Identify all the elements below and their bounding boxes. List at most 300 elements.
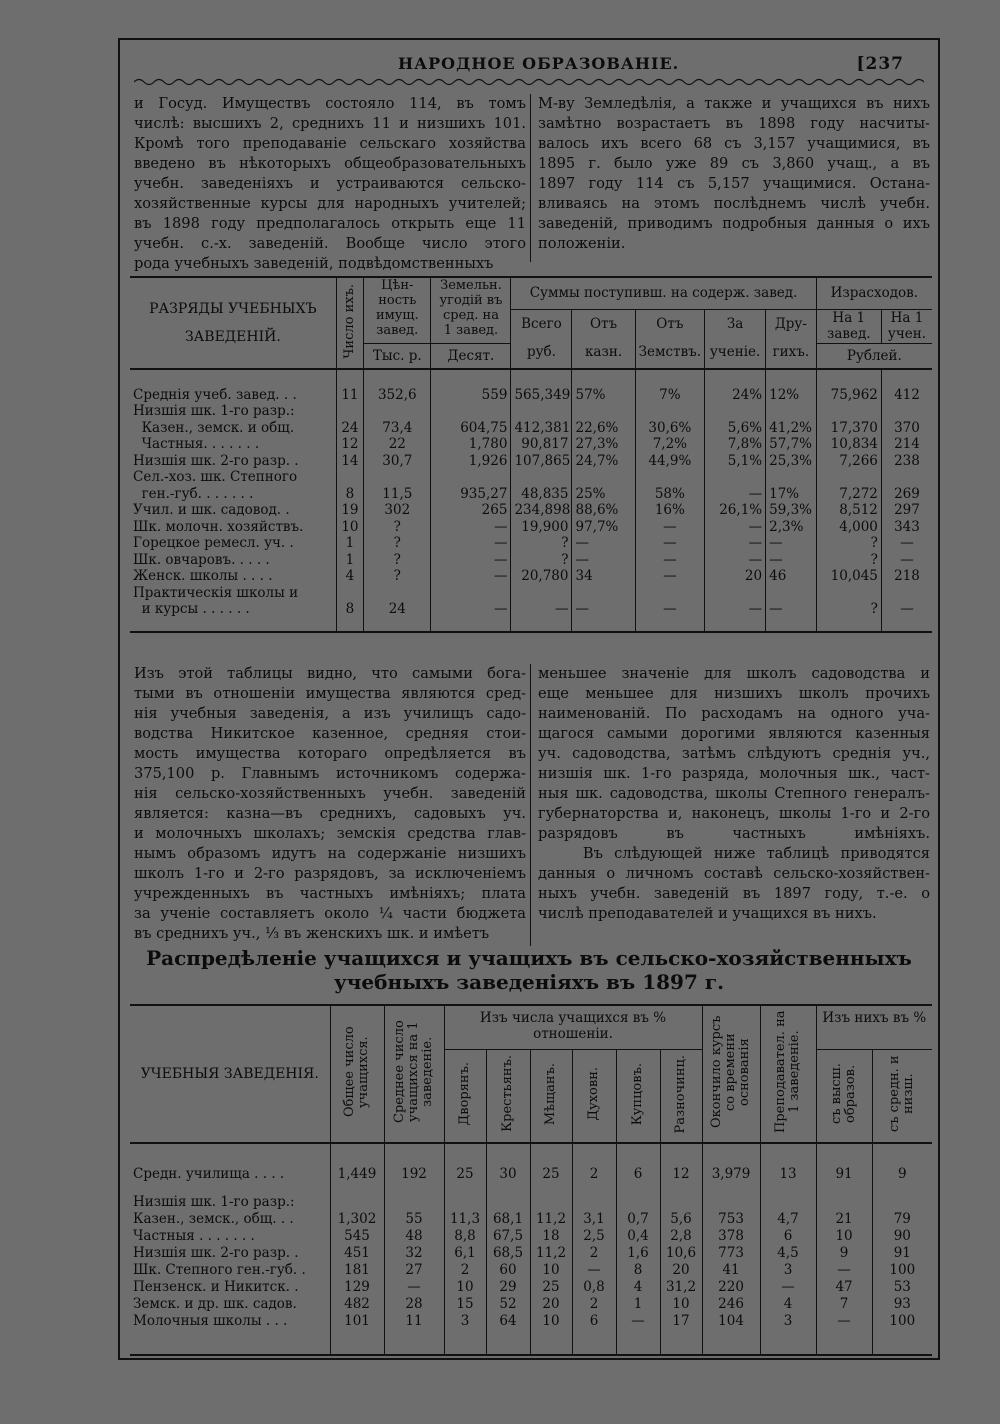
t1-treasury-l1: Отъ: [589, 315, 618, 332]
t1-cell-land: 265: [431, 502, 511, 519]
t2-cell-avg: 192: [384, 1143, 444, 1183]
t1-value-l3: имущ.: [375, 308, 419, 323]
t2-cell-total: 181: [330, 1262, 384, 1279]
t2-cell-avg: 32: [384, 1245, 444, 1262]
t2-cell-name: Пензенск. и Никитск. .: [133, 1279, 299, 1295]
schools-pupils-table: [130, 1004, 932, 1356]
t1-cell-treasury: —: [572, 552, 635, 569]
t1-cell-per-pupil: 269: [881, 486, 932, 503]
intro-right-line: 1897 году 114 съ 5,157 учащимися. Остана-: [538, 175, 930, 192]
t2-cell-nobles: 6,1: [444, 1245, 486, 1262]
t2-cell-teachers: 4,7: [760, 1211, 816, 1228]
t2-cell-higher: 21: [816, 1211, 872, 1228]
middle-left-line: водства Никитское казенное, средняя стои-: [134, 725, 526, 742]
t1-row: [130, 453, 932, 470]
wavy-rule-top: [134, 77, 924, 87]
t2-cell-teachers: 4: [760, 1296, 816, 1313]
middle-right-line: числѣ преподавателей и учащихся въ нихъ.: [538, 905, 877, 922]
t2-cell-peasants: 52: [486, 1296, 530, 1313]
middle-right-line: уч. садоводства, затѣмъ слѣдуютъ среднія уч.,: [538, 745, 930, 762]
intro-left-line: въ 1898 году предполагалось открыть еще 11: [134, 215, 526, 232]
t1-cell-other: [766, 585, 817, 602]
t2-cell-avg: 11: [384, 1313, 444, 1355]
t2-row: [130, 1143, 932, 1183]
t2-cell-higher: [816, 1183, 872, 1211]
t2-cell-avg: —: [384, 1279, 444, 1296]
t2-cell-burghers: 11,2: [530, 1211, 572, 1228]
t1-cell-per-pupil: [881, 403, 932, 420]
t1-cell-land: 1,780: [431, 436, 511, 453]
t1-cell-land: —: [431, 519, 511, 536]
t1-cell-per-school: 10,834: [816, 436, 881, 453]
t2-cell-higher: 7: [816, 1296, 872, 1313]
t2-cell-secondary: 79: [872, 1211, 932, 1228]
t1-row: [130, 436, 932, 453]
t1-cell-value: ?: [364, 519, 431, 536]
t1-cell-other: —: [766, 601, 817, 632]
t1-cell-other: 59,3%: [766, 502, 817, 519]
middle-right-line: щагося самыми дорогими являются казенныя: [538, 725, 930, 742]
t1-cell-per-pupil: 343: [881, 519, 932, 536]
middle-right-line: ныя шк. садоводства, школы Степного генералъ-: [538, 785, 930, 802]
t2-cell-clergy: —: [572, 1262, 616, 1279]
t1-cell-other: 25,3%: [766, 453, 817, 470]
middle-right-line: меньшее значеніе для школъ садоводства и: [538, 665, 930, 682]
t1-cell-tuition: 20: [705, 568, 766, 585]
t1-cell-per-school: 10,045: [816, 568, 881, 585]
t1-cell-name: ген.-губ. . . . . . .: [133, 485, 254, 502]
t1-cell-count: 8: [336, 601, 363, 632]
t2-cell-graduates: 246: [702, 1296, 760, 1313]
book-page: [118, 38, 940, 1360]
t2-cell-nobles: 11,3: [444, 1211, 486, 1228]
t1-cell-count: 4: [336, 568, 363, 585]
t2-header-estates: Изъ числа учащихся въ % отношеніи.: [444, 1005, 702, 1049]
t1-cell-zemstvo: 58%: [635, 486, 704, 503]
t1-cell-treasury: 34: [572, 568, 635, 585]
t2-cell-merchants: 6: [616, 1143, 660, 1183]
t1-header-land: [431, 277, 511, 343]
middle-left-line: въ среднихъ уч., ⅓ въ женскихъ шк. и имѣетъ: [134, 925, 490, 942]
running-head-title: НАРОДНОЕ ОБРАЗОВАНІЕ.: [398, 54, 680, 73]
t2-cell-peasants: 60: [486, 1262, 530, 1279]
t1-cell-total: 90,817: [511, 436, 572, 453]
intro-left-line: числѣ: высшихъ 2, среднихъ 11 и низшихъ 101.: [134, 115, 526, 132]
t1-land-unit: Десят.: [431, 343, 511, 369]
t2-cell-merchants: 1,6: [616, 1245, 660, 1262]
t1-cell-zemstvo: [635, 403, 704, 420]
t2-header-total: Общее число учащихся.: [342, 1026, 371, 1118]
t1-cell-treasury: 88,6%: [572, 502, 635, 519]
t2-cell-burghers: 10: [530, 1262, 572, 1279]
t1-cell-count: 8: [336, 486, 363, 503]
middle-left-line: является: казна—въ среднихъ, садовыхъ уч.: [134, 805, 526, 822]
t1-cell-name: Сел.-хоз. шк. Степного: [133, 469, 298, 485]
t2-cell-merchants: —: [616, 1313, 660, 1355]
t1-cell-per-school: 17,370: [816, 420, 881, 437]
t2-cell-merchants: 0,7: [616, 1211, 660, 1228]
t1-total-l1: Всего: [521, 315, 562, 332]
t2-cell-total: 1,302: [330, 1211, 384, 1228]
t1-cell-per-pupil: 238: [881, 453, 932, 470]
t1-row: [130, 502, 932, 519]
t1-tuition-l2: ученіе.: [709, 343, 761, 360]
middle-left-line: 375,100 р. Главнымъ источникомъ содержа-: [134, 765, 526, 782]
t2-cell-nobles: [444, 1183, 486, 1211]
t1-cell-treasury: [572, 585, 635, 602]
t2-cell-higher: —: [816, 1313, 872, 1355]
t1-land-l2: угодій въ: [439, 293, 503, 308]
t1-cell-count: 19: [336, 502, 363, 519]
t1-per-pupil-l1: На 1: [890, 309, 924, 326]
t1-cell-per-school: 75,962: [816, 369, 881, 403]
middle-right-column: [538, 664, 930, 924]
middle-left-line: и молочныхъ школахъ; земскія средства глав-: [134, 825, 526, 842]
t2-cell-peasants: 68,1: [486, 1211, 530, 1228]
t2-cell-name: Молочныя школы . . .: [130, 1313, 330, 1355]
t2-header-clergy: Духовн.: [586, 1067, 601, 1121]
t1-other-l2: гихъ.: [772, 343, 810, 360]
t2-cell-raznochintsy: [660, 1183, 702, 1211]
t2-cell-peasants: [486, 1183, 530, 1211]
t2-cell-merchants: 8: [616, 1262, 660, 1279]
t2-cell-peasants: 29: [486, 1279, 530, 1296]
t1-cell-count: [336, 403, 363, 420]
t1-cell-count: 10: [336, 519, 363, 536]
t1-header-count: Число ихъ.: [341, 283, 357, 359]
t1-cell-value: 24: [364, 601, 431, 632]
middle-right-line: наименованій. По расходамъ на одного уча-: [538, 705, 930, 722]
middle-right-line: разрядовъ въ частныхъ имѣніяхъ.: [538, 825, 930, 842]
t1-cell-value: ?: [364, 568, 431, 585]
middle-right-line: данныя о личномъ составѣ сельско-хозяйствен-: [538, 865, 930, 882]
t1-tuition-l1: За: [726, 315, 744, 332]
middle-left-line: мость имущества котораго опредѣляется въ: [134, 745, 526, 762]
t2-row: [130, 1313, 932, 1355]
t2-cell-nobles: 25: [444, 1143, 486, 1183]
t1-row: [130, 403, 932, 420]
t1-cell-total: 234,898: [511, 502, 572, 519]
t1-cell-tuition: —: [705, 601, 766, 632]
t2-cell-merchants: 1: [616, 1296, 660, 1313]
t2-cell-higher: 10: [816, 1228, 872, 1245]
t2-cell-total: [330, 1183, 384, 1211]
t1-cell-zemstvo: —: [635, 535, 704, 552]
middle-right-line: Въ слѣдующей ниже таблицѣ приводятся: [538, 845, 930, 862]
t1-cell-land: —: [431, 552, 511, 569]
t1-cell-value: [364, 469, 431, 486]
t1-cell-value: 73,4: [364, 420, 431, 437]
t1-header-sums: Суммы поступивш. на содерж. завед.: [511, 277, 816, 309]
t2-cell-avg: 27: [384, 1262, 444, 1279]
t2-cell-total: 129: [330, 1279, 384, 1296]
intro-left-column: [134, 94, 526, 274]
t1-cell-per-pupil: 412: [881, 369, 932, 403]
t1-cell-land: 935,27: [431, 486, 511, 503]
t2-cell-avg: 48: [384, 1228, 444, 1245]
t2-cell-higher: 91: [816, 1143, 872, 1183]
middle-left-line: школъ 1-го и 2-го разрядовъ, за исключеніемъ: [134, 865, 526, 882]
t1-cell-per-school: ?: [816, 552, 881, 569]
t1-cell-tuition: —: [705, 535, 766, 552]
t2-cell-secondary: 53: [872, 1279, 932, 1296]
t2-cell-total: 545: [330, 1228, 384, 1245]
t2-cell-avg: 55: [384, 1211, 444, 1228]
t1-cell-tuition: 26,1%: [705, 502, 766, 519]
t1-zemstvo-l2: Земствъ.: [638, 343, 702, 360]
t1-cell-tuition: [705, 403, 766, 420]
t2-cell-total: 1,449: [330, 1143, 384, 1183]
t1-cell-total: 48,835: [511, 486, 572, 503]
t2-cell-teachers: 4,5: [760, 1245, 816, 1262]
t1-total-l2: руб.: [526, 343, 556, 360]
t1-cell-treasury: [572, 469, 635, 486]
t2-cell-burghers: 18: [530, 1228, 572, 1245]
t1-header-value: [364, 277, 431, 343]
middle-right-line: ныхъ учебн. заведеній въ 1897 году, т.-е. о: [538, 885, 930, 902]
t1-cell-tuition: 24%: [705, 369, 766, 403]
t2-cell-secondary: 93: [872, 1296, 932, 1313]
intro-left-line: Кромѣ того преподаваніе сельскаго хозяйства: [134, 135, 526, 152]
t1-cell-tuition: —: [705, 552, 766, 569]
t1-value-l4: завед.: [376, 323, 419, 338]
t1-cell-other: —: [766, 535, 817, 552]
t1-cell-land: —: [431, 601, 511, 632]
t1-cell-other: 2,3%: [766, 519, 817, 536]
t1-row: [130, 469, 932, 486]
t2-cell-clergy: 0,8: [572, 1279, 616, 1296]
t2-cell-secondary: [872, 1183, 932, 1211]
t1-value-l1: Цѣн-: [381, 278, 414, 293]
t2-header-peasants: Крестьянъ.: [500, 1055, 515, 1133]
t2-cell-graduates: 104: [702, 1313, 760, 1355]
t1-cell-per-school: 7,266: [816, 453, 881, 470]
middle-left-column: [134, 664, 526, 944]
intro-right-line: вливаясь на этомъ послѣднемъ числѣ учебн.: [538, 195, 930, 212]
t1-cell-per-pupil: [881, 469, 932, 486]
t2-cell-nobles: 3: [444, 1313, 486, 1355]
t1-cell-count: 24: [336, 420, 363, 437]
t1-cell-treasury: 97,7%: [572, 519, 635, 536]
t2-cell-clergy: 2: [572, 1296, 616, 1313]
t1-cell-other: 57,7%: [766, 436, 817, 453]
t1-land-l4: 1 завед.: [443, 323, 499, 338]
t2-cell-clergy: 6: [572, 1313, 616, 1355]
intro-right-line: валось ихъ всего 68 съ 3,157 учащимися, въ: [538, 135, 930, 152]
middle-right-line: еще меньшее для низшихъ школъ прочихъ: [538, 685, 930, 702]
t2-cell-teachers: 3: [760, 1313, 816, 1355]
t1-cell-total: [511, 403, 572, 420]
t1-cell-total: ?: [511, 535, 572, 552]
t2-row: [130, 1279, 932, 1296]
table2-title: [120, 946, 938, 994]
t1-cell-per-pupil: [881, 585, 932, 602]
t2-cell-merchants: [616, 1183, 660, 1211]
t1-cell-per-school: [816, 469, 881, 486]
t1-cell-total: —: [511, 601, 572, 632]
t2-cell-nobles: 2: [444, 1262, 486, 1279]
t2-cell-total: 101: [330, 1313, 384, 1355]
t1-cell-value: 352,6: [364, 369, 431, 403]
t2-cell-name: Низшія шк. 1-го разр.:: [133, 1194, 295, 1210]
t1-cell-count: 1: [336, 535, 363, 552]
t2-header-burghers: Мѣщанъ.: [543, 1062, 558, 1125]
middle-right-line: низшія шк. 1-го разряда, молочныя шк., част-: [538, 765, 930, 782]
t2-header-raznochintsy: Разночинц.: [673, 1054, 689, 1133]
t2-cell-avg: [384, 1183, 444, 1211]
t1-cell-tuition: 5,1%: [705, 453, 766, 470]
t1-header-expenses: Израсходов.: [816, 277, 932, 309]
t1-cell-treasury: 25%: [572, 486, 635, 503]
t2-cell-clergy: 2: [572, 1245, 616, 1262]
t1-cell-zemstvo: —: [635, 601, 704, 632]
table2-title-line1: Распредѣленіе учащихся и учащихъ въ сельско-хозяйственныхъ: [146, 946, 912, 970]
t2-cell-higher: 9: [816, 1245, 872, 1262]
t2-header-merchants: Купцовъ.: [630, 1062, 645, 1125]
t1-cell-per-school: 4,000: [816, 519, 881, 536]
t1-row: [130, 369, 932, 403]
t1-cell-land: —: [431, 535, 511, 552]
t2-header-nobles: Дворянъ.: [457, 1062, 472, 1126]
t2-cell-name: Земск. и др. шк. садов.: [133, 1296, 297, 1312]
t2-cell-graduates: [702, 1183, 760, 1211]
t2-cell-name: Средн. училища . . . .: [133, 1166, 285, 1182]
t1-cell-land: [431, 469, 511, 486]
t2-cell-graduates: 220: [702, 1279, 760, 1296]
t2-cell-graduates: 753: [702, 1211, 760, 1228]
t1-cell-per-school: [816, 403, 881, 420]
t1-cell-per-pupil: —: [881, 552, 932, 569]
t1-cell-value: 302: [364, 502, 431, 519]
t2-header-secondary: съ средн. и низш.: [887, 1055, 917, 1133]
t1-cell-land: [431, 403, 511, 420]
t2-row: [130, 1245, 932, 1262]
t1-value-unit: Тыс. р.: [364, 343, 431, 369]
t1-cell-per-school: 8,512: [816, 502, 881, 519]
middle-left-line: нія сельско-хозяйственныхъ учебн. заведеній: [134, 785, 526, 802]
t1-row: [130, 568, 932, 585]
t1-expenses-unit: Рублей.: [816, 343, 932, 369]
intro-right-line: положеніи.: [538, 235, 626, 252]
t1-cell-tuition: —: [705, 486, 766, 503]
t2-cell-name: Казен., земск., общ. . .: [133, 1211, 294, 1227]
t1-cell-per-pupil: 297: [881, 502, 932, 519]
t1-cell-per-pupil: 218: [881, 568, 932, 585]
t1-cell-count: 11: [336, 369, 363, 403]
t2-cell-total: 451: [330, 1245, 384, 1262]
t2-cell-peasants: 68,5: [486, 1245, 530, 1262]
t2-cell-clergy: 2: [572, 1143, 616, 1183]
t2-cell-total: 482: [330, 1296, 384, 1313]
t1-per-pupil-l2: учен.: [887, 325, 927, 342]
t1-cell-tuition: —: [705, 519, 766, 536]
middle-left-line: тыми въ отношеніи имущества являются сред-: [134, 685, 526, 702]
t1-cell-zemstvo: [635, 585, 704, 602]
t1-cell-value: 22: [364, 436, 431, 453]
t1-cell-tuition: [705, 469, 766, 486]
t2-header-education: Изъ нихъ въ %: [816, 1005, 932, 1049]
t2-cell-peasants: 64: [486, 1313, 530, 1355]
intro-left-line: учебн. с.-х. заведеній. Вообще число этого: [134, 235, 526, 252]
t1-cell-name: Низшія шк. 1-го разр.:: [133, 403, 295, 419]
t2-cell-merchants: 4: [616, 1279, 660, 1296]
t1-cell-per-school: ?: [816, 535, 881, 552]
t1-cell-name: Казен., земск. и общ.: [133, 419, 295, 436]
t2-cell-higher: 47: [816, 1279, 872, 1296]
t2-cell-secondary: 100: [872, 1313, 932, 1355]
t2-cell-burghers: 11,2: [530, 1245, 572, 1262]
t1-cell-total: 107,865: [511, 453, 572, 470]
t1-cell-per-pupil: 214: [881, 436, 932, 453]
t1-cell-treasury: —: [572, 535, 635, 552]
t2-row: [130, 1262, 932, 1279]
t1-cell-zemstvo: 7%: [635, 369, 704, 403]
t1-cell-treasury: 27,3%: [572, 436, 635, 453]
t1-cell-other: [766, 469, 817, 486]
t1-cell-total: 20,780: [511, 568, 572, 585]
t1-cell-value: [364, 585, 431, 602]
t1-treasury-l2: казн.: [584, 343, 623, 360]
intro-right-line: М-ву Земледѣлія, а также и учащихся въ нихъ: [538, 95, 930, 112]
t1-cell-other: 41,2%: [766, 420, 817, 437]
t1-row: [130, 519, 932, 536]
t2-cell-name: Низшія шк. 2-го разр. .: [133, 1245, 299, 1261]
t1-cell-count: [336, 469, 363, 486]
t1-land-l3: сред. на: [442, 308, 499, 323]
t1-cell-land: [431, 585, 511, 602]
t2-row: [130, 1228, 932, 1245]
t2-cell-graduates: 773: [702, 1245, 760, 1262]
intro-left-line: введено въ нѣкоторыхъ общеобразовательныхъ: [134, 155, 526, 172]
t1-cell-per-pupil: 370: [881, 420, 932, 437]
t2-row: [130, 1296, 932, 1313]
middle-left-line: учрежденныхъ въ частныхъ имѣніяхъ; плата: [134, 885, 526, 902]
middle-left-line: нія учебныя заведенія, а изъ училищъ садо-: [134, 705, 526, 722]
t1-header-category: РАЗРЯДЫ УЧЕБНЫХЪ ЗАВЕДЕНІЙ.: [130, 277, 336, 369]
t2-cell-raznochintsy: 10,6: [660, 1245, 702, 1262]
t1-cell-name: Шк. молочн. хозяйствъ.: [133, 518, 304, 535]
t1-cell-other: 46: [766, 568, 817, 585]
t2-cell-burghers: 25: [530, 1279, 572, 1296]
t1-cell-zemstvo: 44,9%: [635, 453, 704, 470]
t2-header-avg: Среднее число учащихся на 1 заведеніе.: [392, 1020, 435, 1124]
t1-cell-tuition: 7,8%: [705, 436, 766, 453]
table2-title-line2: учебныхъ заведеніяхъ въ 1897 г.: [333, 970, 725, 994]
t1-cell-count: 12: [336, 436, 363, 453]
t2-cell-raznochintsy: 2,8: [660, 1228, 702, 1245]
t1-cell-value: ?: [364, 552, 431, 569]
t2-cell-nobles: 10: [444, 1279, 486, 1296]
t2-row: [130, 1211, 932, 1228]
t2-cell-name: Шк. Степного ген.-губ. .: [133, 1262, 306, 1278]
t1-cell-name: Горецкое ремесл. уч. .: [133, 535, 294, 551]
t1-cell-total: ?: [511, 552, 572, 569]
t1-row: [130, 585, 932, 602]
t1-cell-land: —: [431, 568, 511, 585]
t2-cell-raznochintsy: 12: [660, 1143, 702, 1183]
t2-row: [130, 1183, 932, 1211]
t1-cell-treasury: [572, 403, 635, 420]
t1-cell-value: 30,7: [364, 453, 431, 470]
t1-land-l1: Земельн.: [440, 278, 502, 293]
t2-cell-burghers: 25: [530, 1143, 572, 1183]
t1-cell-name: Частныя. . . . . . .: [133, 436, 260, 452]
t1-cell-treasury: 24,7%: [572, 453, 635, 470]
t1-cell-per-school: 7,272: [816, 486, 881, 503]
t2-cell-nobles: 15: [444, 1296, 486, 1313]
t1-cell-tuition: [705, 585, 766, 602]
t2-cell-avg: 28: [384, 1296, 444, 1313]
